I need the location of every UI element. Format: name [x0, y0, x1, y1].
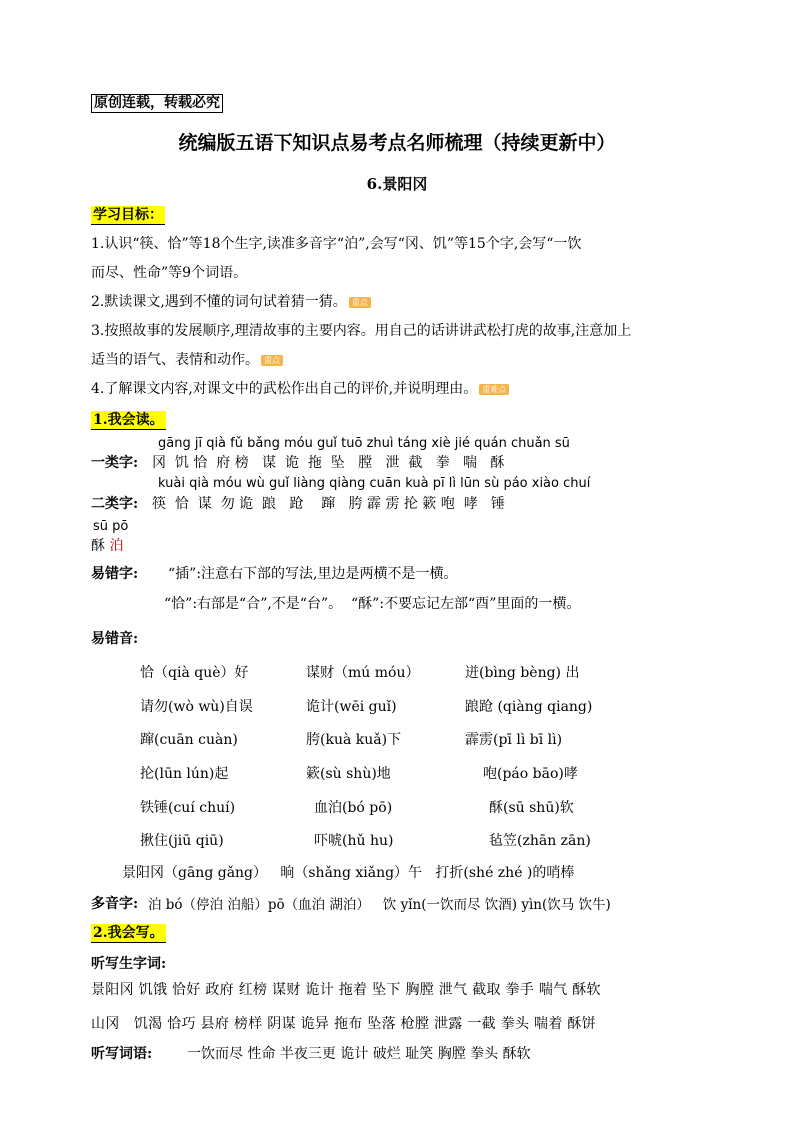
sound-row-2-col2: 诡计(wēi guǐ)	[306, 699, 397, 715]
mistake-chars-line2: “恰”:右部是“合”,不是“台”。 “酥”:不要忘记左部“酉”里面的一横。	[164, 596, 581, 612]
dictation-label: 听写生字词:	[91, 956, 167, 972]
key-difficult-tag: 重难点	[479, 384, 509, 395]
sound-last-row: 景阳冈（gāng gǎng） 晌（shǎng xiǎng）午 打折(shé zhé )的哨棒	[122, 865, 575, 881]
cat3-pinyin: sū pō	[93, 519, 129, 534]
sound-row-5-col1: 铁锤(cuí chuí)	[140, 800, 236, 816]
mistake-sounds-label: 易错音:	[91, 631, 139, 647]
goal-line-2: 而尽、性命”等9个词语。	[91, 265, 248, 281]
sound-row-1-col1: 恰（qià què）好	[140, 665, 249, 681]
words-label: 听写词语:	[91, 1046, 153, 1062]
goals-heading: 学习目标：	[93, 207, 163, 223]
sound-row-4-col3: 咆(páo bāo)哮	[483, 766, 578, 782]
goal-line-3: 2.默读课文,遇到不懂的词句试着猜一猜。 重点	[91, 291, 371, 313]
sound-row-1-col2: 谋财（mú móu）	[306, 665, 420, 681]
sound-row-2-col3: 踉跄 (qiàng qiang)	[465, 699, 593, 715]
words-list: 一饮而尽 性命 半夜三更 诡计 破烂 耻笑 胸膛 拳头 酥软	[187, 1046, 531, 1062]
sound-row-1-col3: 迸(bìng bèng) 出	[465, 665, 580, 681]
cat1-pinyin: gāng jī qià fǔ bǎng móu guǐ tuō zhuì táng xiè jié quán chuǎn sū	[158, 436, 570, 451]
dictation-row-2: 山冈 饥渴 恰巧 县府 榜样 阴谋 诡异 拖布 坠落 枪膛 泄露 一截 拳头 喘着 酥饼	[91, 1016, 597, 1032]
sound-row-4-col2: 簌(sù shù)地	[306, 766, 391, 782]
sound-row-5-col2: 血泊(bó pō)	[314, 800, 393, 816]
goal-line-5: 适当的语气、表情和动作。 重点	[91, 349, 283, 371]
copyright-notice: 原创连载，转载必究	[91, 94, 223, 113]
sound-row-2-col1: 请勿(wò wù)自误	[140, 699, 253, 715]
polyphone-label: 多音字:	[91, 896, 139, 912]
sound-row-3-col3: 霹雳(pī lì bī lì)	[465, 732, 563, 748]
cat1-chars: 冈 饥 恰 府 榜 谋 诡 拖 坠 膛 泄 截 拳 喘 酥	[152, 455, 505, 471]
dictation-row-1: 景阳冈 饥饿 恰好 政府 红榜 谋财 诡计 拖着 坠下 胸膛 泄气 截取 拳手 喘气 酥软	[91, 982, 601, 998]
cat3-chars: 酥 泊	[91, 538, 124, 554]
sound-row-5-col3: 酥(sū shū)软	[489, 800, 574, 816]
sound-row-6-col1: 揪住(jiū qiū)	[140, 833, 224, 849]
cat1-label: 一类字:	[91, 455, 139, 471]
cat2-label: 二类字:	[91, 496, 139, 512]
lesson-title: 6.景阳冈	[366, 175, 428, 193]
goal-line-1: 1.认识“筷、恰”等18个生字,读准多音字“泊”,会写“冈、饥”等15个字,会写“一饮	[91, 236, 582, 252]
page-title: 统编版五语下知识点易考点名师梳理（持续更新中）	[178, 132, 616, 154]
mistake-chars-line1: “插”:注意右下部的写法,里边是两横不是一横。	[168, 566, 458, 582]
sound-row-3-col2: 胯(kuà kuǎ)下	[306, 732, 402, 748]
write-heading: 2.我会写。	[93, 925, 164, 941]
goal-line-6: 4.了解课文内容,对课文中的武松作出自己的评价,并说明理由。 重难点	[91, 378, 509, 400]
sound-row-4-col1: 抡(lūn lún)起	[140, 766, 229, 782]
sound-row-6-col2: 吓唬(hǔ hu)	[314, 833, 394, 849]
cat2-pinyin: kuài qià móu wù guǐ liàng qiàng cuān kuà pī lì lūn sù páo xiào chuí	[158, 476, 591, 491]
cat2-chars: 筷 恰 谋 勿 诡 踉 跄 蹿 胯 霹 雳 抡 簌 咆 哮 锤	[152, 496, 506, 512]
polyphone-text: 泊 bó（停泊 泊船）pō（血泊 湖泊） 饮 yǐn(一饮而尽 饮酒) yìn(饮马 饮牛)	[148, 897, 611, 913]
key-point-tag: 重点	[261, 355, 283, 366]
sound-row-6-col3: 毡笠(zhān zān)	[489, 833, 591, 849]
sound-row-3-col1: 蹿(cuān cuàn)	[140, 732, 238, 748]
mistake-chars-label: 易错字:	[91, 566, 139, 582]
read-heading: 1.我会读。	[93, 412, 164, 428]
key-point-tag: 重点	[349, 297, 371, 308]
goal-line-4: 3.按照故事的发展顺序,理清故事的主要内容。用自己的话讲讲武松打虎的故事,注意加上	[91, 323, 632, 339]
